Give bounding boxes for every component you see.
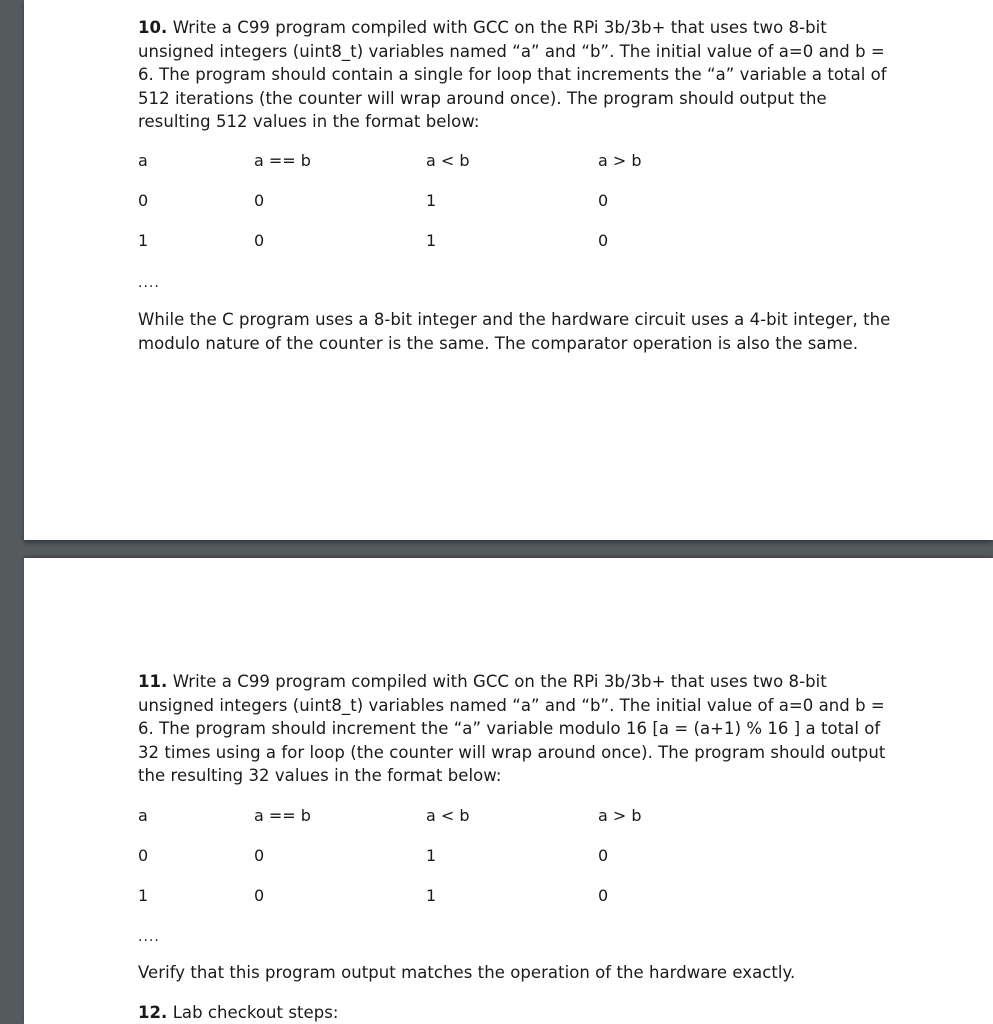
q10-cell: 0 [598,231,609,250]
q11-header-gt: a > b [598,806,642,825]
q11-ellipsis: .... [138,929,160,945]
q11-cell: 1 [426,846,437,865]
question-10-number: 10. [138,18,168,37]
q10-header-eq: a == b [254,151,311,170]
q10-cell: 1 [138,231,149,250]
q10-table-row [138,229,898,253]
q11-header-lt: a < b [426,806,470,825]
q10-table-row [138,189,898,213]
question-12-text: Lab checkout steps: [172,1003,339,1022]
q10-header-a: a [138,151,148,170]
q11-header-eq: a == b [254,806,311,825]
q11-cell: 0 [254,846,265,865]
q10-table-header [138,149,898,173]
q11-cell: 0 [598,846,609,865]
question-10-note: While the C program uses a 8-bit integer and the hardware circuit uses a 4-bit integer, the modulo nature of the counter is the same. The comparator operation is also the same. [138,310,891,353]
question-12 [138,1001,898,1024]
question-10-text: Write a C99 program compiled with GCC on the RPi 3b/3b+ that uses two 8-bit unsigned integers (uint8_t) variables named “a” and “b”. The initial value of a=0 and b = 6. The program should contain a single for loop that increments the “a” variable a total of 512 iterations (the counter will wrap around once). The program should output the resulting 512 values in the format below: [138,18,887,131]
q10-cell: 1 [426,191,437,210]
q11-header-a: a [138,806,148,825]
q11-cell: 0 [254,886,265,905]
q10-cell: 0 [254,191,265,210]
question-10 [138,16,898,134]
q11-table-header [138,804,898,828]
question-11-number: 11. [138,672,168,691]
q10-cell: 1 [426,231,437,250]
q11-cell: 0 [138,846,149,865]
q11-cell: 0 [598,886,609,905]
q11-cell: 1 [426,886,437,905]
question-11 [138,670,898,788]
q11-cell: 1 [138,886,149,905]
q10-cell: 0 [598,191,609,210]
q10-cell: 0 [254,231,265,250]
question-11-text: Write a C99 program compiled with GCC on the RPi 3b/3b+ that uses two 8-bit unsigned integers (uint8_t) variables named “a” and “b”. The initial value of a=0 and b = 6. The program should increment the “a” variable modulo 16 [a = (a+1) % 16 ] a total of 32 times using a for loop (the counter will wrap around once). The program should output the resulting 32 values in the format below: [138,672,886,785]
question-11-note: Verify that this program output matches the operation of the hardware exactly. [138,963,796,982]
question-12-number: 12. [138,1003,168,1022]
q11-table-row [138,844,898,868]
q10-ellipsis: .... [138,275,160,291]
document-page-1 [24,0,993,540]
q10-header-gt: a > b [598,151,642,170]
q11-table-row [138,884,898,908]
document-page-2 [24,558,993,1024]
q10-cell: 0 [138,191,149,210]
q10-header-lt: a < b [426,151,470,170]
